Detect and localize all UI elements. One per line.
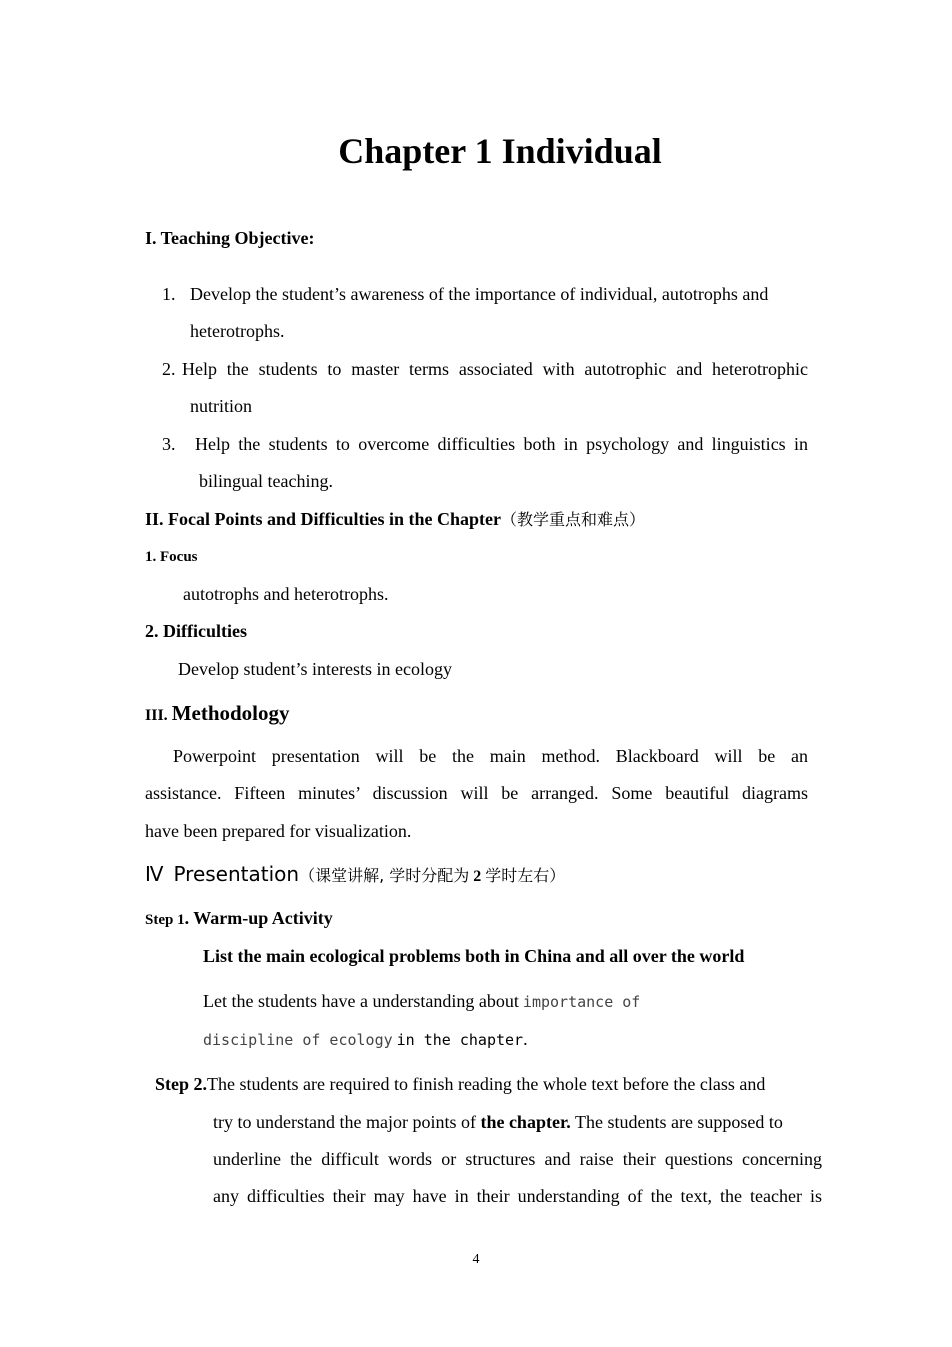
- methodology-heading: [145, 701, 290, 726]
- objective-heading: I. Teaching Objective:: [145, 228, 315, 248]
- methodology-number: III.: [145, 707, 168, 724]
- step1-mono-b: discipline of ecology: [203, 1031, 393, 1049]
- focus-heading: 1. Focus: [145, 549, 198, 565]
- step1-text-line-1: [203, 991, 640, 1013]
- page-number: 4: [472, 1252, 480, 1267]
- objective-item-1-line1: Develop the student’s awareness of the importance of individual, autotrophs and: [190, 284, 769, 304]
- presentation-cn-hours: 2: [473, 868, 482, 885]
- methodology-title: Methodology: [171, 701, 290, 725]
- step1-text-line-2: [203, 1029, 528, 1051]
- objective-item-2-line2: nutrition: [190, 396, 252, 416]
- objective-item-2-number: 2.: [162, 359, 176, 379]
- presentation-cn-b: 学时左右）: [485, 866, 566, 885]
- step2-line-4: any difficulties their may have in their understanding of the text, the teacher is: [213, 1186, 822, 1206]
- objective-item-2-line1: Help the students to master terms associated with autotrophic and heterotrophic: [182, 359, 808, 379]
- step1-subheading: List the main ecological problems both in China and all over the world: [203, 946, 745, 966]
- step1-mono-a: importance of: [522, 993, 641, 1011]
- step2-line-1: [155, 1074, 822, 1096]
- objective-item-1-number: 1.: [162, 284, 176, 304]
- presentation-cn-a: （课堂讲解, 学时分配为: [299, 866, 470, 885]
- step2-line-3: underline the difficult words or structures and raise their questions concerning: [213, 1149, 822, 1169]
- difficulties-heading: 2. Difficulties: [145, 621, 247, 641]
- presentation-heading: [145, 862, 565, 886]
- step1-title: . Warm-up Activity: [184, 908, 333, 928]
- step2-line1-text: The students are required to finish reading the whole text before the class and: [207, 1074, 766, 1094]
- step1-text-a: Let the students have a understanding about: [203, 991, 519, 1011]
- focus-text: autotrophs and heterotrophs.: [183, 584, 389, 604]
- methodology-line-3: have been prepared for visualization.: [145, 821, 412, 841]
- presentation-number: Ⅳ: [145, 862, 164, 886]
- step2-line2-b: the chapter.: [480, 1112, 571, 1132]
- methodology-line-1: Powerpoint presentation will be the main method. Blackboard will be an: [173, 746, 808, 766]
- step1-label: Step 1: [145, 912, 185, 928]
- objective-item-3-line2: bilingual teaching.: [199, 471, 333, 491]
- methodology-line-2: assistance. Fifteen minutes’ discussion will be arranged. Some beautiful diagrams: [145, 783, 808, 803]
- focal-heading-en: II. Focal Points and Difficulties in the Chapter: [145, 509, 502, 529]
- step2-line2-a: try to understand the major points of: [213, 1112, 476, 1132]
- objective-item-3-line1: Help the students to overcome difficulties both in psychology and linguistics in: [195, 434, 808, 454]
- step2-line2-c: The students are supposed to: [574, 1112, 783, 1132]
- focal-heading-cn: （教学重点和难点）: [501, 510, 646, 529]
- objective-item-3-number: 3.: [162, 434, 176, 454]
- presentation-title: Presentation: [173, 862, 300, 886]
- step1-heading: [145, 908, 333, 930]
- objective-item-1-line2: heterotrophs.: [190, 321, 285, 341]
- focal-heading: [145, 509, 645, 531]
- chapter-title: Chapter 1 Individual: [338, 131, 662, 171]
- step2-label: Step 2.: [155, 1074, 208, 1094]
- step2-line-2: [213, 1112, 783, 1134]
- step1-end: .: [523, 1029, 528, 1049]
- difficulties-text: Develop student’s interests in ecology: [178, 659, 452, 679]
- step1-mono-c: in the chapter: [396, 1031, 524, 1049]
